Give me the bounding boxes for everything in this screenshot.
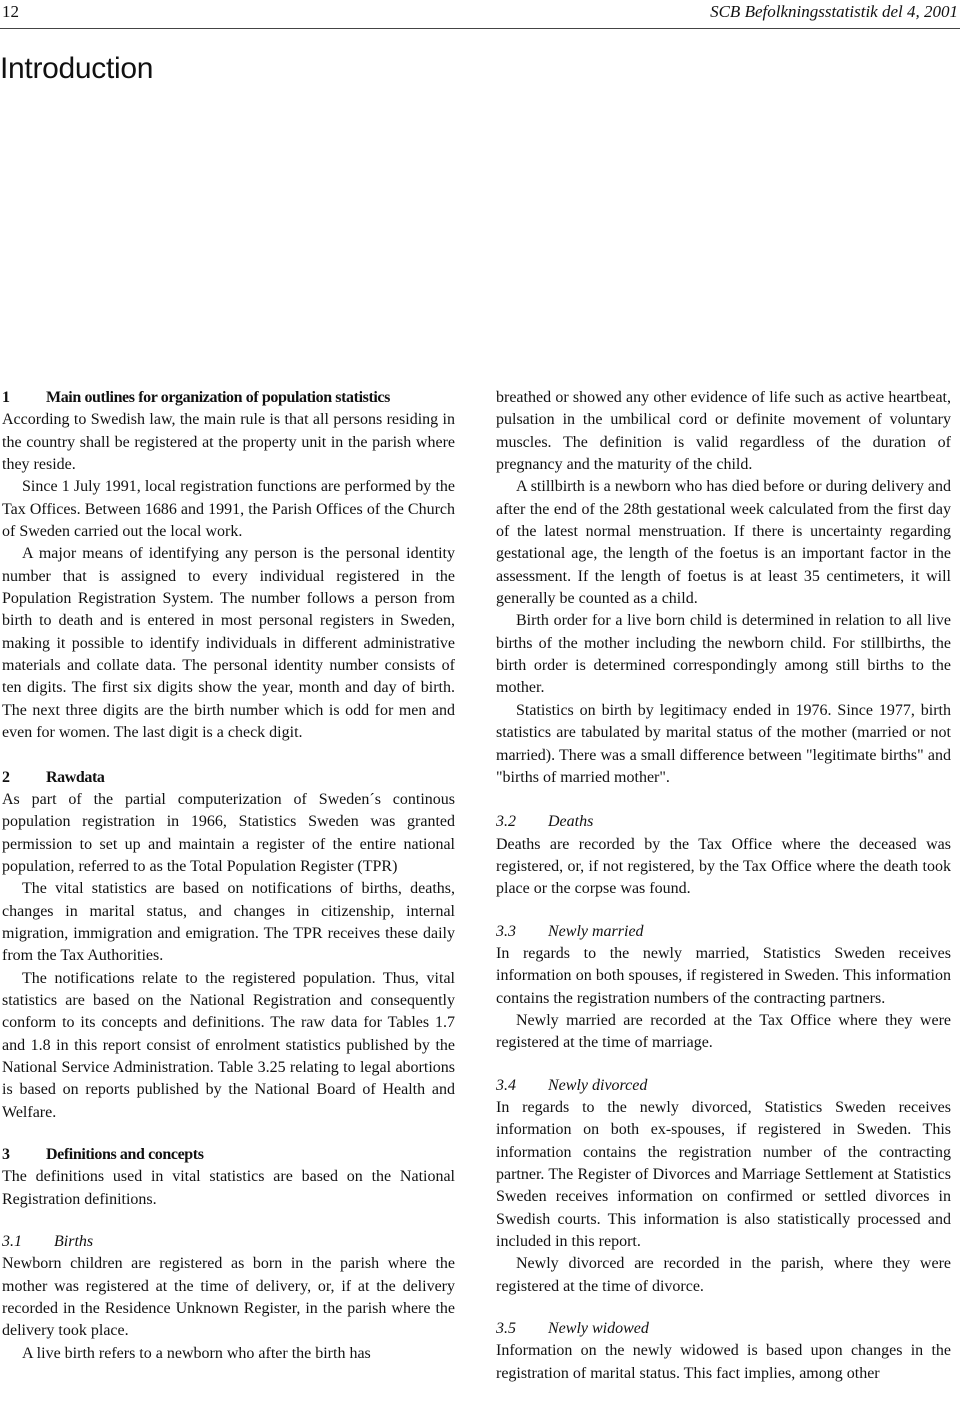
paragraph: Newly married are recorded at the Tax Office where they were registered at the time of marriage. bbox=[496, 1011, 951, 1052]
subsection-heading-3-4 bbox=[496, 1075, 951, 1097]
paragraph: A major means of identifying any person is the personal identity number that is assigned to every individual registered in the Population Registration System. The number follows a person from birth to death and is entered in most personal registers in Sweden, making it possible to identify individuals in different administrative materials and collate data. The personal identity number consists of ten digits. The first six digits show the year, month and day of birth. The next three digits are the birth number which is odd for men and even for women. The last digit is a check digit. bbox=[2, 545, 455, 742]
paragraph: As part of the partial computerization of Sweden´s continous population registration in 1966, Statistics Sweden was granted permission to set up and maintain a register of the entire national population, referred to as the Total Population Register (TPR) bbox=[2, 790, 455, 875]
paragraph: Newly divorced are recorded in the parish, where they were registered at the time of divorce. bbox=[496, 1255, 951, 1295]
publication-title: SCB Befolkningsstatistik del 4, 2001 bbox=[710, 2, 958, 21]
paragraph: Statistics on birth by legitimacy ended in 1976. Since 1977, birth statistics are tabulated by marital status of the mother (married or not married). There was a small difference between "legitimate births" and "births of married mother". bbox=[496, 701, 951, 786]
paragraph: In regards to the newly married, Statistics Sweden receives information on both spouses, if registered in Sweden. This information contains the registration numbers of the contracting partners. bbox=[496, 944, 951, 1007]
section-title: Newly widowed bbox=[548, 1320, 649, 1338]
subsection-heading-3-1 bbox=[2, 1231, 455, 1253]
section-number: 3.3 bbox=[496, 922, 516, 940]
section-number: 3.5 bbox=[496, 1320, 516, 1338]
section-number: 3 bbox=[2, 1146, 10, 1163]
section-number: 3.1 bbox=[2, 1233, 22, 1251]
subsection-heading-3-2 bbox=[496, 811, 951, 833]
section-title: Rawdata bbox=[46, 768, 105, 786]
paragraph: A stillbirth is a newborn who has died before or during delivery and after the end of the 28th gestational week calculated from the first day of the latest normal menstruation. If there is uncertainty regarding gestational age, the length of the foetus is an important factor in the assessment. If the length of foetus is at least 35 centimeters, it will generally be counted as a child. bbox=[496, 478, 951, 608]
paragraph: Birth order for a live born child is determined in relation to all live births of the mother including the newborn child. For stillbirths, the birth order is determined correspondingly among still births to the mother. bbox=[496, 612, 951, 697]
section-number: 2 bbox=[2, 768, 10, 786]
section-number: 3.2 bbox=[496, 813, 516, 831]
paragraph: Deaths are recorded by the Tax Office where the deceased was registered, or, if not registered, by the Tax Office where the death took place or the corpse was found. bbox=[496, 835, 951, 898]
paragraph: The notifications relate to the registered population. Thus, vital statistics are based on the National Registration and consequently conform to its concepts and definitions. The raw data for Tables 1.7 and 1.8 in this report consist of enrolment statistics published by the National Service Administration. Table 3.25 relating to legal abortions is based on reports published by the National Board of Health and Welfare. bbox=[2, 969, 455, 1121]
section-heading-3 bbox=[2, 1144, 455, 1166]
section-title: Births bbox=[54, 1233, 94, 1251]
right-column bbox=[496, 387, 951, 1385]
subsection-heading-3-5 bbox=[496, 1318, 951, 1340]
paragraph: Since 1 July 1991, local registration functions are performed by the Tax Offices. Between 1686 and 1991, the Parish Offices of the Church of Sweden carried out the local work. bbox=[2, 478, 455, 541]
paragraph: The vital statistics are based on notifications of births, deaths, changes in marital status, and changes in citizenship, internal migration, immigration and emigration. The TPR receives these daily from the Tax Authorities. bbox=[2, 880, 455, 965]
paragraph: A live birth refers to a newborn who after the birth has bbox=[22, 1344, 371, 1362]
left-column bbox=[2, 387, 455, 1365]
section-heading-1 bbox=[2, 387, 455, 409]
section-title: Newly divorced bbox=[548, 1076, 648, 1094]
section-heading-2 bbox=[2, 767, 455, 789]
paragraph: According to Swedish law, the main rule is that all persons residing in the country shall be registered at the property unit in the parish where they reside. bbox=[2, 411, 455, 474]
paragraph: The definitions used in vital statistics are based on the National Registration definitions. bbox=[2, 1168, 455, 1208]
section-number: 3.4 bbox=[496, 1076, 516, 1094]
paragraph: Information on the newly widowed is based upon changes in the registration of marital status. This fact implies, among other bbox=[496, 1342, 951, 1382]
page-number: 12 bbox=[2, 2, 19, 21]
paragraph: Newborn children are registered as born in the parish where the mother was registered at the time of delivery, or, if at the delivery recorded in the Residence Unknown Register, in the parish where the delivery took place. bbox=[2, 1255, 455, 1340]
section-title: Deaths bbox=[548, 813, 594, 831]
section-number: 1 bbox=[2, 389, 10, 406]
section-title: Definitions and concepts bbox=[46, 1146, 204, 1163]
paragraph: In regards to the newly divorced, Statistics Sweden receives information on both ex-spouses, if registered in Sweden. This information contains the registration number of the contracting partner. The Register of Divorces and Marriage Settlement at Statistics Sweden receives information on confirmed or settled divorces in Swedish courts. This information is also statistically processed and included in this report. bbox=[496, 1098, 951, 1251]
section-title: Main outlines for organization of population statistics bbox=[46, 389, 390, 406]
page-title: Introduction bbox=[0, 52, 154, 85]
paragraph: breathed or showed any other evidence of life such as active heartbeat, pulsation in the umbilical cord or definite movement of voluntary muscles. The definition is valid regardless of the duration of pregnancy and the maturity of the child. bbox=[496, 389, 951, 474]
header-rule bbox=[0, 28, 960, 29]
section-title: Newly married bbox=[548, 922, 644, 940]
page-header bbox=[0, 0, 960, 26]
subsection-heading-3-3 bbox=[496, 921, 951, 943]
